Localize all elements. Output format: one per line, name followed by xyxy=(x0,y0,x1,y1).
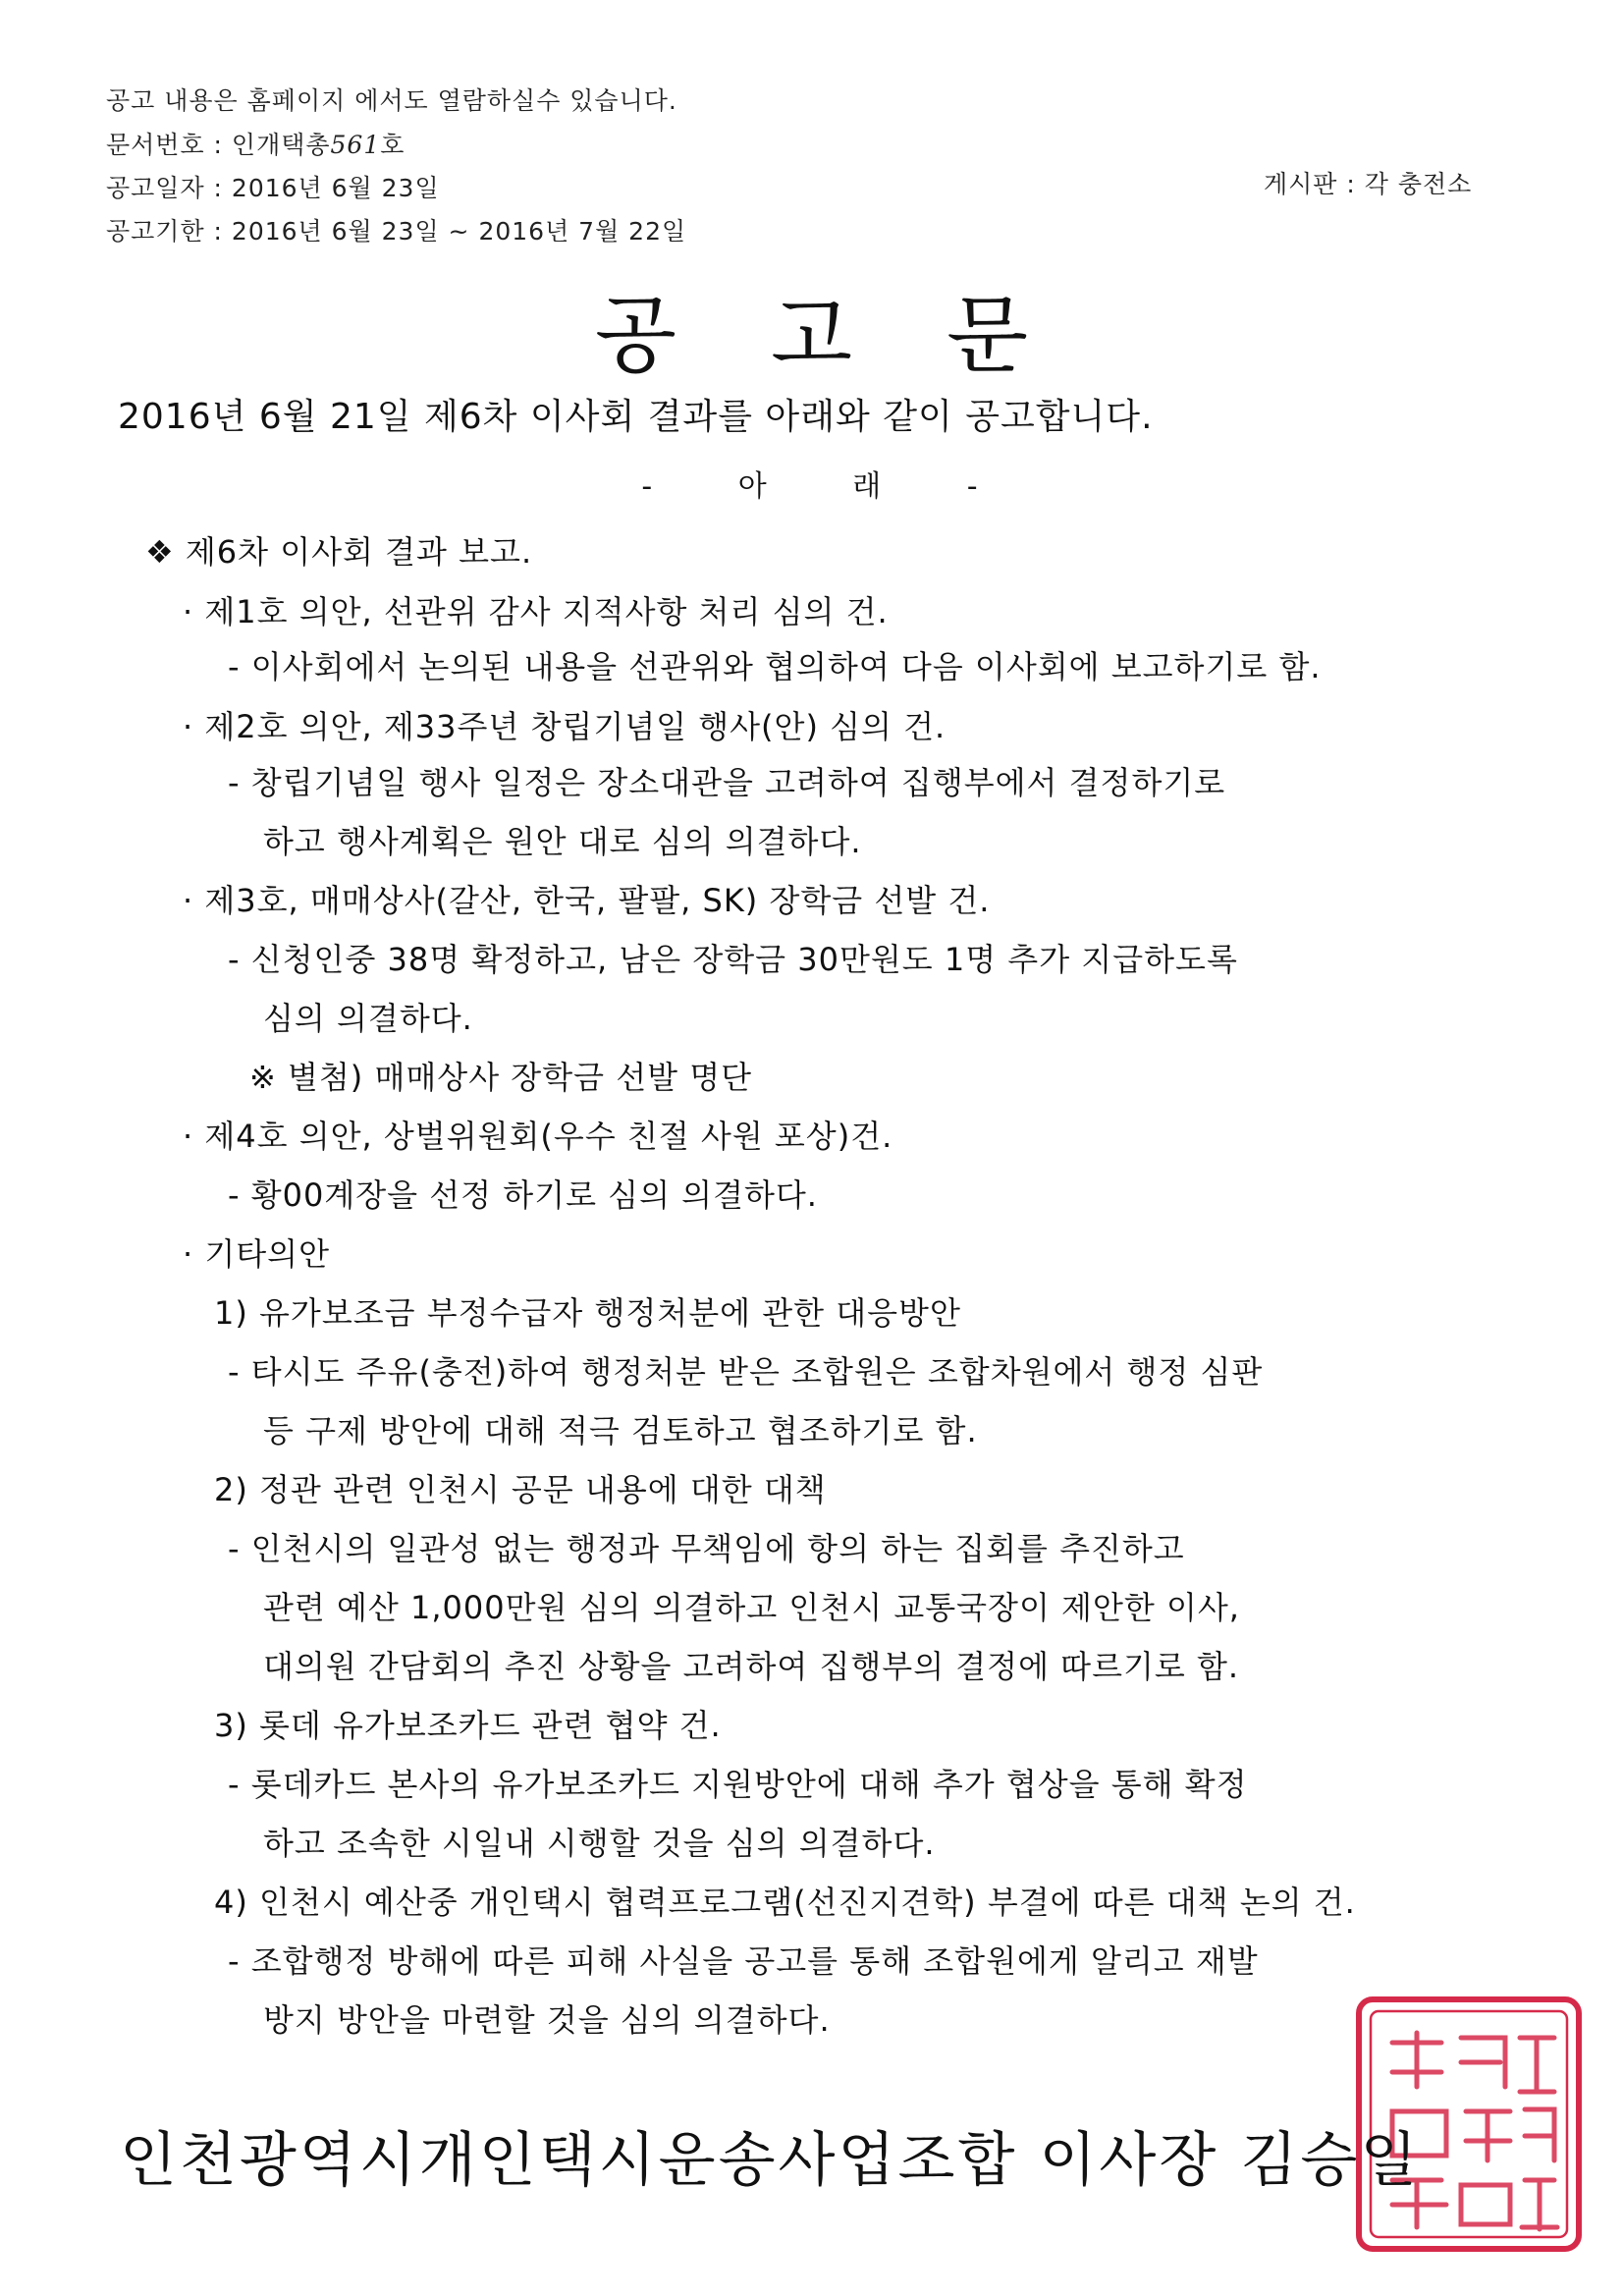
agenda-item-3-result-cont: 심의 의결하다. xyxy=(263,1000,473,1037)
other-item-2-result-cont: 관련 예산 1,000만원 심의 의결하고 인천시 교통국장이 제안한 이사, xyxy=(263,1589,1240,1626)
agenda-item-4-result: - 황00계장을 선정 하기로 심의 의결하다. xyxy=(228,1176,818,1214)
other-item-3-result-cont: 하고 조속한 시일내 시행할 것을 심의 의결하다. xyxy=(263,1825,936,1862)
attachment-note: ※ 별첨) 매매상사 장학금 선발 명단 xyxy=(249,1059,753,1096)
homepage-notice: 공고 내용은 홈페이지 에서도 열람하실수 있습니다. xyxy=(106,86,677,115)
other-item-3: 3) 롯데 유가보조카드 관련 협약 건. xyxy=(214,1707,722,1744)
other-item-1-result: - 타시도 주유(충전)하여 행정처분 받은 조합원은 조합차원에서 행정 심판 xyxy=(228,1353,1264,1391)
below-marker: - 아 래 - xyxy=(641,469,982,504)
agenda-item-2: · 제2호 의안, 제33주년 창립기념일 행사(안) 심의 건. xyxy=(183,708,947,745)
agenda-item-3: · 제3호, 매매상사(갈산, 한국, 팔팔, SK) 장학금 선발 건. xyxy=(183,882,991,919)
other-item-2-result-cont-2: 대의원 간담회의 추진 상황을 고려하여 집행부의 결정에 따르기로 함. xyxy=(263,1648,1240,1685)
section-heading: ❖ 제6차 이사회 결과 보고. xyxy=(145,533,533,571)
notice-period: 공고기한 : 2016년 6월 23일 ~ 2016년 7월 22일 xyxy=(106,217,687,246)
signature-line: 인천광역시개인택시운송사업조합 이사장 김승일 xyxy=(120,2126,1421,2195)
agenda-item-1: · 제1호 의안, 선관위 감사 지적사항 처리 심의 건. xyxy=(183,593,889,630)
other-agenda-heading: · 기타의안 xyxy=(183,1235,330,1273)
intro-sentence: 2016년 6월 21일 제6차 이사회 결과를 아래와 같이 공고합니다. xyxy=(118,397,1154,437)
document-number-handwritten: 561 xyxy=(330,131,381,159)
agenda-item-2-result: - 창립기념일 행사 일정은 장소대관을 고려하여 집행부에서 결정하기로 xyxy=(228,764,1226,801)
other-item-1-result-cont: 등 구제 방안에 대해 적극 검토하고 협조하기로 함. xyxy=(263,1412,978,1449)
agenda-item-4: · 제4호 의안, 상벌위원회(우수 친절 사원 포상)건. xyxy=(183,1118,893,1155)
agenda-item-3-result: - 신청인중 38명 확정하고, 남은 장학금 30만원도 1명 추가 지급하도록 xyxy=(228,941,1238,978)
other-item-4-result-cont: 방지 방안을 마련할 것을 심의 의결하다. xyxy=(263,2001,831,2039)
agenda-item-2-result-cont: 하고 행사계획은 원안 대로 심의 의결하다. xyxy=(263,823,862,860)
other-item-2: 2) 정관 관련 인천시 공문 내용에 대한 대책 xyxy=(214,1471,827,1508)
document-number-suffix: 호 xyxy=(380,131,406,159)
agenda-item-1-result: - 이사회에서 논의된 내용을 선관위와 협의하여 다음 이사회에 보고하기로 함. xyxy=(228,648,1322,685)
other-item-1: 1) 유가보조금 부정수급자 행정처분에 관한 대응방안 xyxy=(214,1294,961,1332)
other-item-2-result: - 인천시의 일관성 없는 행정과 무책임에 항의 하는 집회를 추진하고 xyxy=(228,1530,1185,1567)
document-number xyxy=(106,126,405,161)
document-number-label: 문서번호 : 인개택총 xyxy=(106,131,331,159)
other-item-3-result: - 롯데카드 본사의 유가보조카드 지원방안에 대해 추가 협상을 통해 확정 xyxy=(228,1766,1248,1803)
other-item-4: 4) 인천시 예산중 개인택시 협력프로그램(선진지견학) 부결에 따른 대책 논의 건. xyxy=(214,1884,1356,1921)
other-item-4-result: - 조합행정 방해에 따른 피해 사실을 공고를 통해 조합원에게 알리고 재발 xyxy=(228,1942,1259,1980)
bulletin-board: 게시판 : 각 충전소 xyxy=(1264,170,1473,198)
notice-date: 공고일자 : 2016년 6월 23일 xyxy=(106,174,440,202)
document-title: 공고문 xyxy=(594,287,1123,385)
